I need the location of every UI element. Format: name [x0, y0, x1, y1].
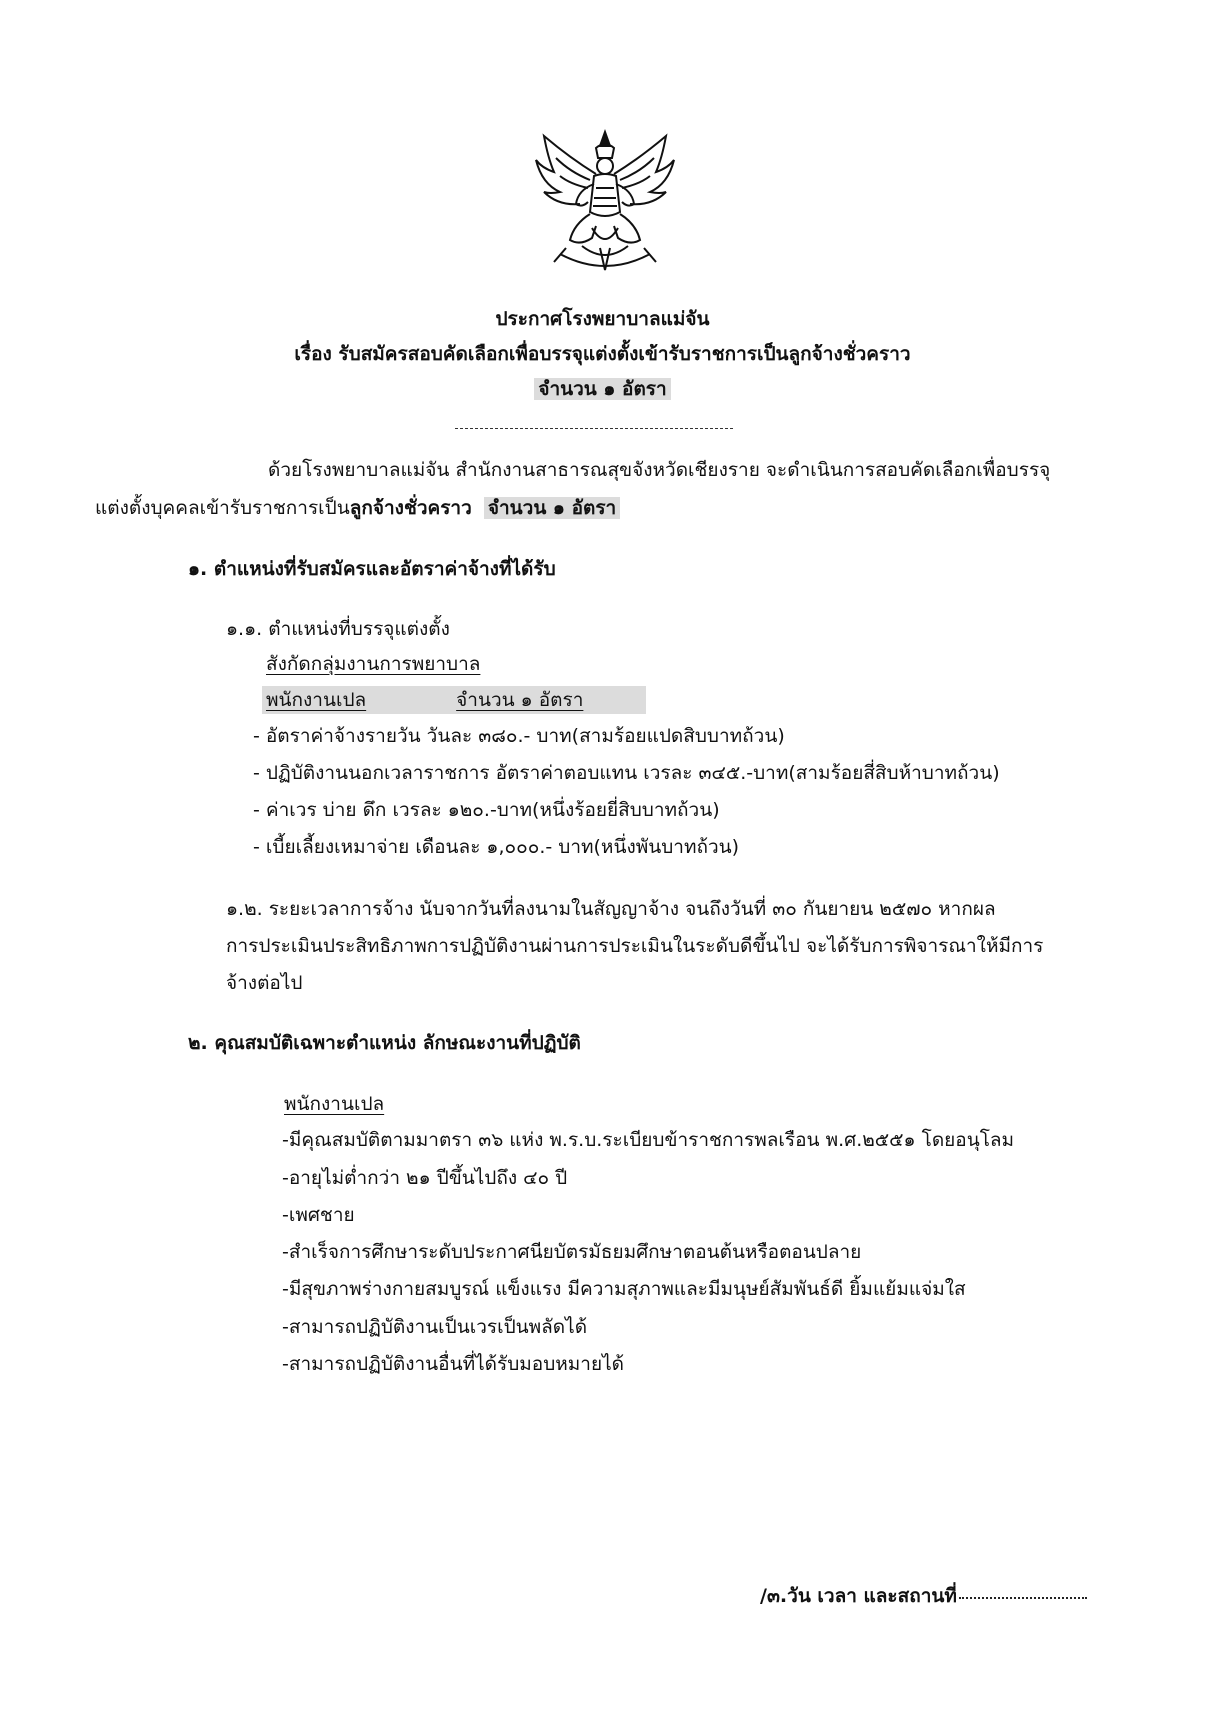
position-highlight: [262, 686, 646, 714]
qualification-item: -มีคุณสมบัติตามมาตรา ๓๖ แห่ง พ.ร.บ.ระเบียบข้าราชการพลเรือน พ.ศ.๒๕๕๑ โดยอนุโลม: [282, 1129, 1015, 1151]
header-divider: [455, 428, 733, 429]
qualification-item: -สำเร็จการศึกษาระดับประกาศนียบัตรมัธยมศึกษาตอนต้นหรือตอนปลาย: [282, 1241, 862, 1263]
pay-item: - อัตราค่าจ้างรายวัน วันละ ๓๘๐.- บาท(สามร้อยแปดสิบบาทถ้วน): [253, 725, 785, 747]
section-1-2-line-2: การประเมินประสิทธิภาพการปฏิบัติงานผ่านการประเมินในระดับดีขึ้นไป จะได้รับการพิจารณาให้มีการ: [226, 935, 1044, 957]
section-1-2-line-1: ๑.๒. ระยะเวลาการจ้าง นับจากวันที่ลงนามในสัญญาจ้าง จนถึงวันที่ ๓๐ กันยายน ๒๕๗๐ หากผล: [226, 898, 996, 920]
pay-item: - เบี้ยเลี้ยงเหมาจ่าย เดือนละ ๑,๐๐๐.- บาท(หนึ่งพันบาทถ้วน): [253, 836, 740, 858]
intro-line-1: ด้วยโรงพยาบาลแม่จัน สำนักงานสาธารณสุขจังหวัดเชียงราย จะดำเนินการสอบคัดเลือกเพื่อบรรจุ: [268, 459, 1051, 481]
section-1-2-line-3: จ้างต่อไป: [226, 972, 303, 994]
continued-row: [760, 1582, 1087, 1610]
announcement-count: จำนวน ๑ อัตรา: [534, 378, 670, 400]
continued-dots: [959, 1597, 1087, 1599]
garuda-emblem-icon: [530, 128, 680, 278]
qualification-item: -สามารถปฏิบัติงานเป็นเวรเป็นพลัดได้: [282, 1316, 588, 1338]
announcement-title: ประกาศโรงพยาบาลแม่จัน: [495, 308, 710, 330]
qualification-item: -เพศชาย: [282, 1204, 355, 1226]
position-count: จำนวน ๑ อัตรา: [456, 689, 584, 711]
section-1-1-heading: ๑.๑. ตำแหน่งที่บรรจุแต่งตั้ง: [226, 618, 450, 640]
announcement-subject: เรื่อง รับสมัครสอบคัดเลือกเพื่อบรรจุแต่งตั้งเข้ารับราชการเป็นลูกจ้างชั่วคราว: [294, 343, 911, 365]
department-label: สังกัดกลุ่มงานการพยาบาล: [266, 653, 481, 675]
qualification-item: -อายุไม่ต่ำกว่า ๒๑ ปีขึ้นไปถึง ๔๐ ปี: [282, 1167, 568, 1189]
section-2-position: พนักงานเปล: [284, 1093, 385, 1115]
section-2-heading: ๒. คุณสมบัติเฉพาะตำแหน่ง ลักษณะงานที่ปฏิบัติ: [188, 1032, 581, 1054]
position-row: [262, 686, 646, 714]
pay-item: - ปฏิบัติงานนอกเวลาราชการ อัตราค่าตอบแทน เวรละ ๓๔๕.-บาท(สามร้อยสี่สิบห้าบาทถ้วน): [253, 762, 1000, 784]
pay-item: - ค่าเวร บ่าย ดึก เวรละ ๑๒๐.-บาท(หนึ่งร้อยยี่สิบบาทถ้วน): [253, 799, 720, 821]
qualification-item: -สามารถปฏิบัติงานอื่นที่ได้รับมอบหมายได้: [282, 1353, 624, 1375]
intro-line-2: [95, 494, 620, 522]
section-1-heading: ๑. ตำแหน่งที่รับสมัครและอัตราค่าจ้างที่ได้รับ: [188, 558, 556, 580]
qualification-item: -มีสุขภาพร่างกายสมบูรณ์ แข็งแรง มีความสุภาพและมีมนุษย์สัมพันธ์ดี ยิ้มแย้มแจ่มใส: [282, 1278, 966, 1300]
position-name: พนักงานเปล: [266, 689, 367, 711]
continued-text: /๓.วัน เวลา และสถานที่: [760, 1585, 957, 1607]
intro-line-2-emphasis: ลูกจ้างชั่วคราว: [349, 497, 472, 519]
intro-line-2-count: จำนวน ๑ อัตรา: [484, 497, 620, 519]
intro-line-2-prefix: แต่งตั้งบุคคลเข้ารับราชการเป็น: [95, 497, 350, 519]
announcement-count-row: [0, 375, 1205, 403]
